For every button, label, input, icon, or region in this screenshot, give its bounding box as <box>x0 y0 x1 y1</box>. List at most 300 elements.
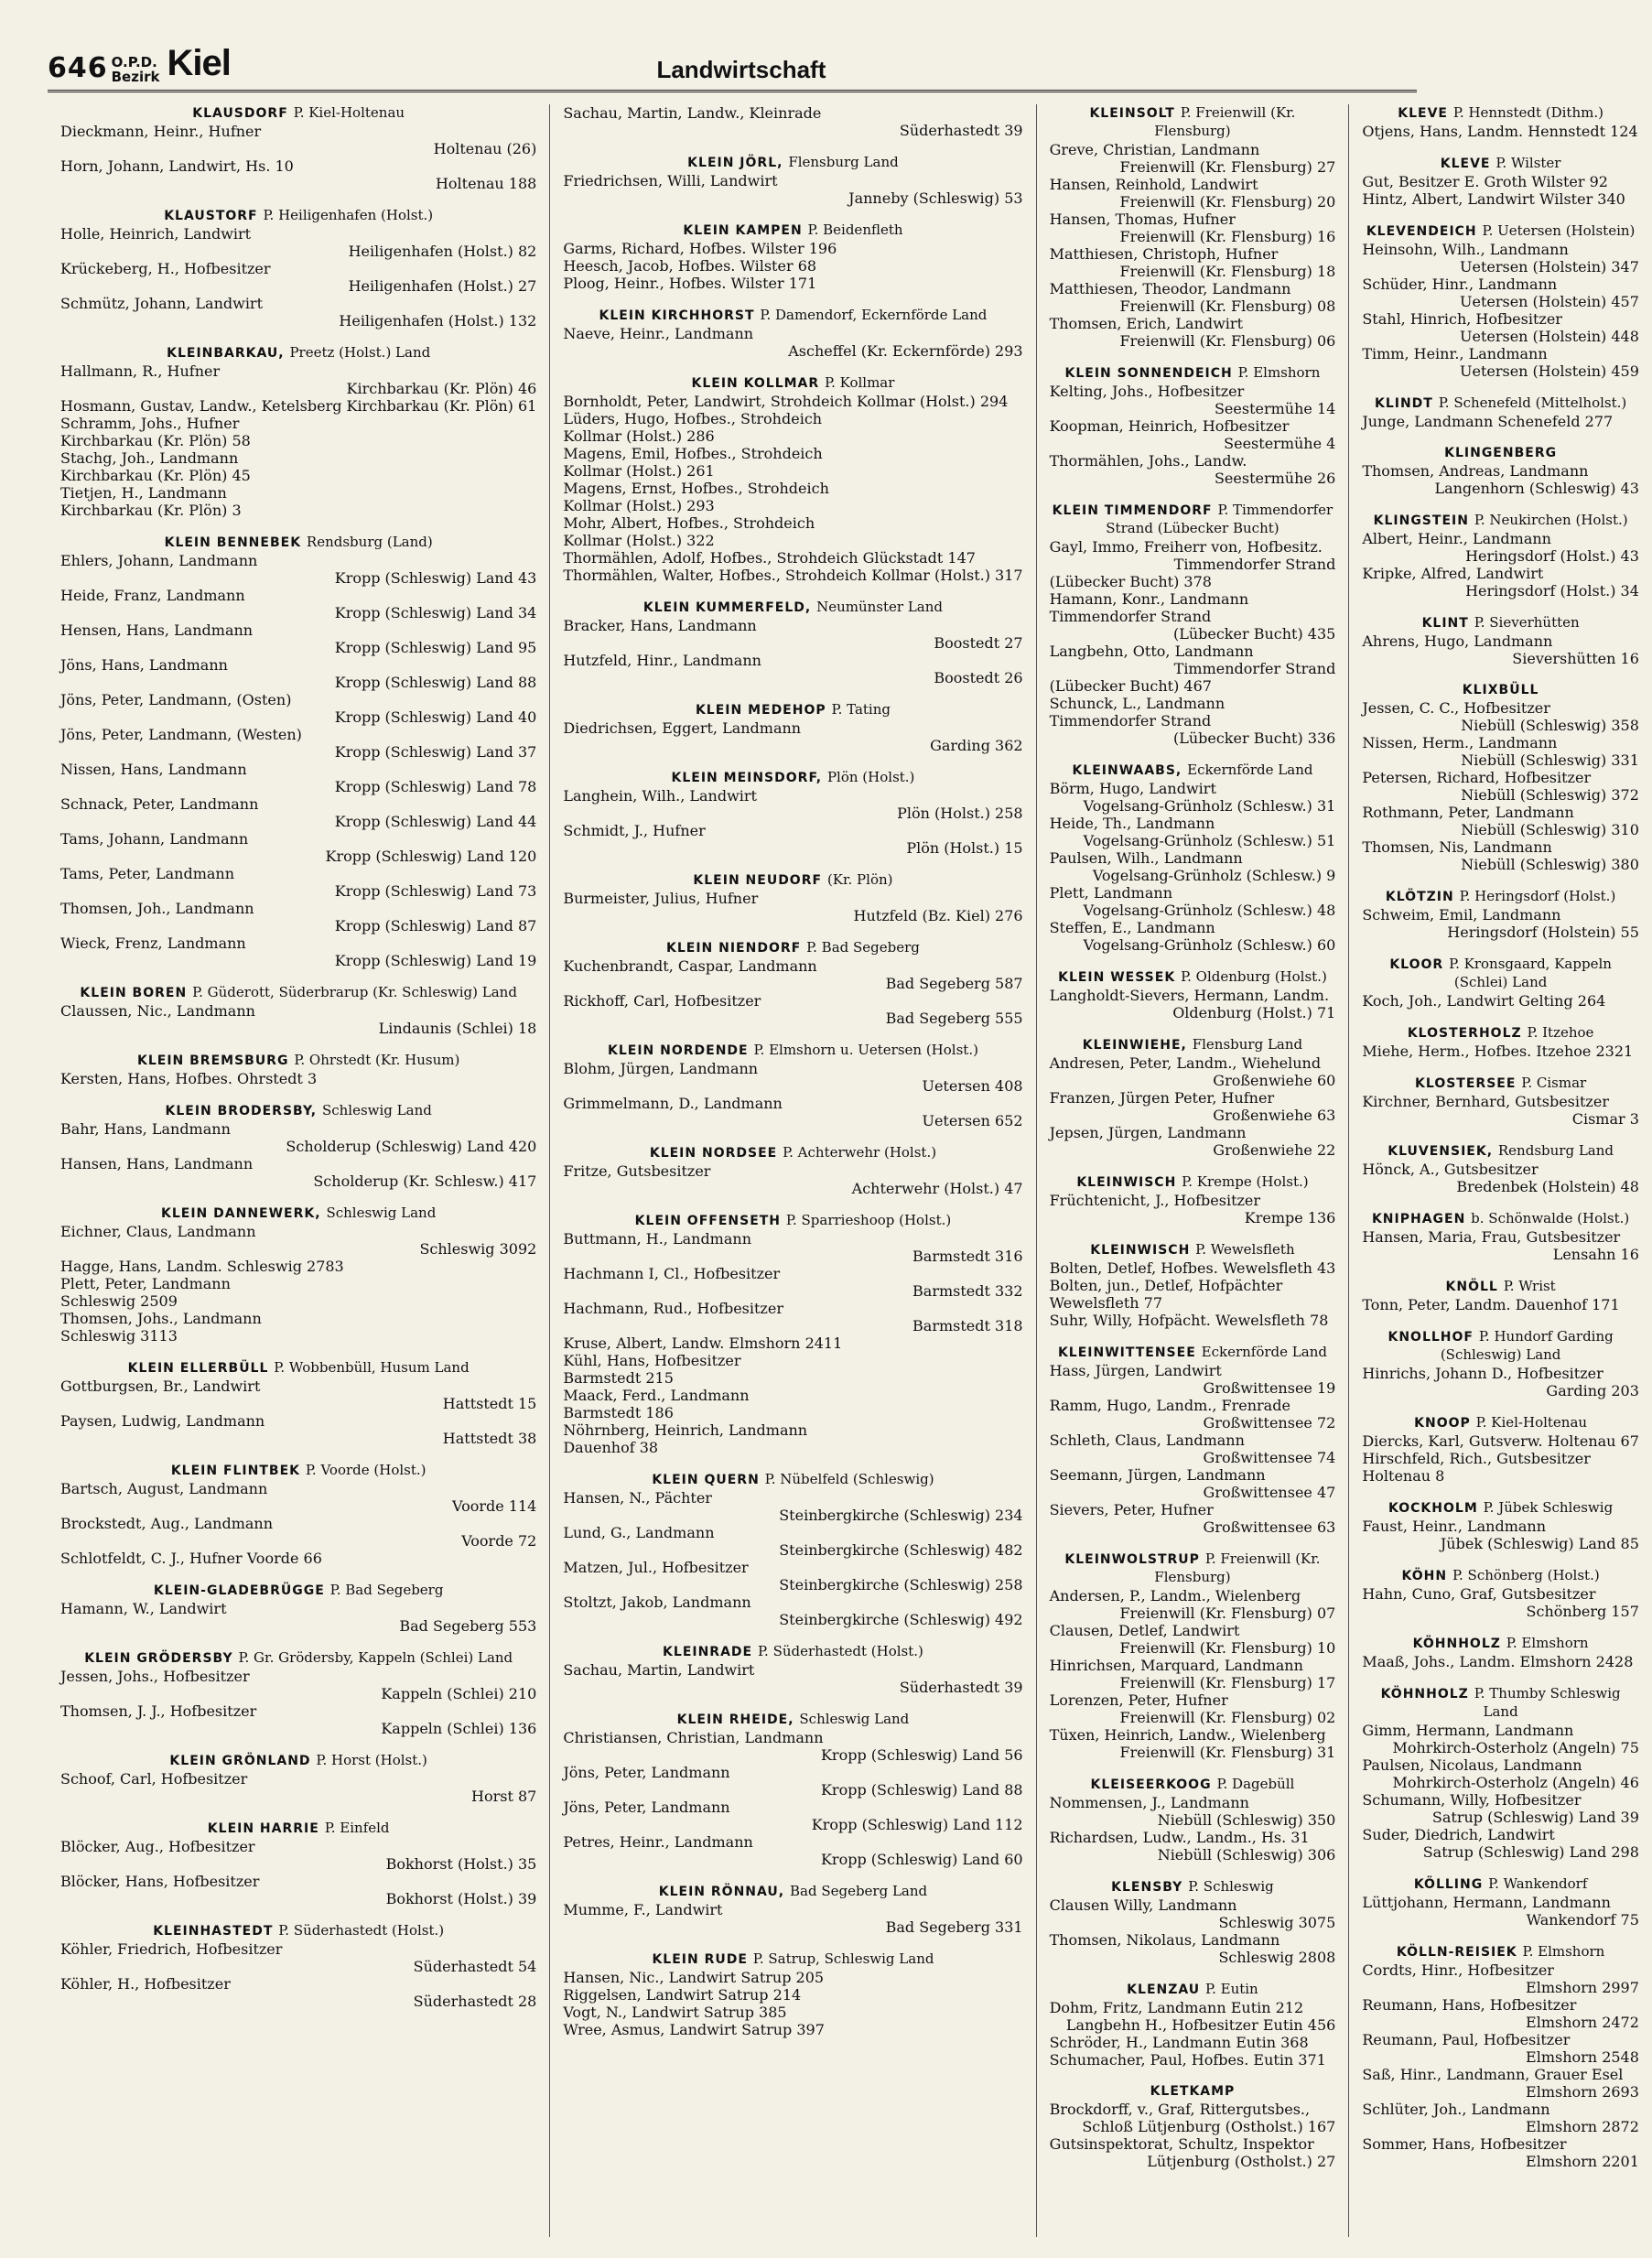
listing-line: Rothmann, Peter, Landmann <box>1362 804 1574 821</box>
telephone-line: (Lübecker Bucht) 336 <box>1172 729 1336 747</box>
directory-entry <box>60 1102 536 1190</box>
telephone-line: Freienwill (Kr. Flensburg) 10 <box>1119 1639 1336 1657</box>
place-heading <box>1050 1550 1336 1587</box>
directory-entry <box>1362 1943 1639 2170</box>
place-heading <box>60 1205 536 1223</box>
listing-line: Langbehn, Otto, Landmann <box>1049 643 1254 660</box>
listing-line: Heide, Th., Landmann <box>1049 815 1215 832</box>
listing-line: Börm, Hugo, Landwirt <box>1049 780 1216 797</box>
place-heading <box>1362 888 1639 906</box>
place-heading <box>60 1922 536 1940</box>
directory-entry <box>1362 1075 1639 1128</box>
directory-entry <box>563 599 1022 686</box>
telephone-line: Elmshorn 2872 <box>1526 2118 1639 2135</box>
place-heading <box>60 207 536 225</box>
telephone-line: Sievershütten 16 <box>1512 650 1639 667</box>
listing-line: Hahn, Cuno, Graf, Gutsbesitzer <box>1362 1585 1596 1603</box>
directory-entry <box>1362 104 1639 140</box>
listing-line: Sachau, Martin, Landw., Kleinrade <box>563 104 822 122</box>
directory-entry <box>60 1922 536 2010</box>
telephone-line: Barmstedt 332 <box>912 1282 1023 1300</box>
listing-line: Schlotfeldt, C. J., Hufner Voorde 66 <box>60 1550 322 1567</box>
listing-line: Thormählen, Adolf, Hofbes., Strohdeich Glückstadt 147 <box>563 549 976 567</box>
place-heading <box>1050 1241 1336 1259</box>
listing-line: Hirschfeld, Rich., Gutsbesitzer <box>1362 1450 1591 1467</box>
directory-entry <box>1362 512 1639 600</box>
post-office: P. Wrist <box>1503 1278 1556 1294</box>
listing-line: Grimmelmann, D., Landmann <box>563 1095 783 1112</box>
directory-entry <box>563 1144 1022 1197</box>
place-name: KLINT <box>1421 616 1469 631</box>
post-office: Neumünster Land <box>816 599 944 615</box>
listing-line: Diedrichsen, Eggert, Landmann <box>563 719 802 737</box>
place-heading <box>563 701 1022 719</box>
post-office: P. Uetersen (Holstein) <box>1482 222 1636 239</box>
place-heading <box>60 1582 536 1600</box>
place-heading <box>1362 104 1639 123</box>
place-heading <box>1362 1499 1639 1518</box>
telephone-line: Heiligenhafen (Holst.) 82 <box>348 243 537 260</box>
place-name: KLEINWISCH <box>1090 1243 1191 1258</box>
post-office: Schleswig Land <box>321 1102 432 1118</box>
telephone-line: Kropp (Schleswig) Land 88 <box>820 1781 1023 1799</box>
telephone-line: Steinbergkirche (Schleswig) 258 <box>779 1576 1023 1594</box>
directory-entry <box>1050 364 1336 487</box>
listing-line: Hansen, Maria, Frau, Gutsbesitzer <box>1362 1228 1621 1246</box>
listing-line: Blohm, Jürgen, Landmann <box>563 1060 759 1077</box>
listing-line: Dohm, Fritz, Landmann Eutin 212 <box>1049 1999 1304 2016</box>
place-heading <box>1050 2083 1336 2101</box>
listing-line: Hachmann, Rud., Hofbesitzer <box>563 1300 783 1317</box>
place-name: KLEIN RHEIDE, <box>676 1712 794 1727</box>
directory-entry <box>563 104 1022 139</box>
place-name: KÖHNHOLZ <box>1412 1637 1501 1651</box>
place-heading <box>563 1950 1022 1969</box>
telephone-line: Niebüll (Schleswig) 358 <box>1461 717 1639 734</box>
place-heading <box>1362 956 1639 992</box>
place-name: KLEIN BREMSBURG <box>136 1053 289 1068</box>
listing-line: Stachg, Joh., Landmann <box>60 449 239 467</box>
place-name: KLEINWISCH <box>1076 1175 1177 1190</box>
telephone-line: Uetersen (Holstein) 448 <box>1459 328 1639 345</box>
listing-line: Tüxen, Heinrich, Landw., Wielenberg <box>1049 1726 1326 1744</box>
listing-line: Matthiesen, Theodor, Landmann <box>1049 280 1291 297</box>
telephone-line: Hutzfeld (Bz. Kiel) 276 <box>853 907 1023 924</box>
telephone-line: Heiligenhafen (Holst.) 27 <box>348 277 537 295</box>
place-heading <box>1362 155 1639 173</box>
place-name: KLOSTERHOLZ <box>1407 1026 1522 1041</box>
listing-line: Claussen, Nic., Landmann <box>60 1002 255 1020</box>
listing-line: Hansen, N., Pächter <box>563 1489 712 1507</box>
telephone-line: Kropp (Schleswig) Land 37 <box>334 743 537 761</box>
place-name: KÖHNHOLZ <box>1380 1687 1469 1702</box>
listing-line: Seemann, Jürgen, Landmann <box>1049 1466 1266 1484</box>
directory-entry <box>563 1950 1022 2038</box>
listing-line: Hansen, Thomas, Hufner <box>1049 211 1236 228</box>
column-1 <box>48 104 550 2237</box>
place-name: KLEIN NORDSEE <box>649 1146 778 1161</box>
post-office: P. Sparrieshoop (Holst.) <box>785 1212 952 1228</box>
listing-line: Stoltzt, Jakob, Landmann <box>563 1594 751 1611</box>
place-heading <box>1050 1344 1336 1362</box>
place-name: KNIPHAGEN <box>1371 1212 1466 1226</box>
listing-line: Timm, Heinr., Landmann <box>1362 345 1548 362</box>
listing-line: Langholdt-Sievers, Hermann, Landm. <box>1049 987 1330 1004</box>
listing-line: Bornholdt, Peter, Landwirt, Strohdeich Kollmar (Holst.) 294 <box>563 393 1009 410</box>
directory-entry <box>60 1820 536 1907</box>
listing-line: Krückeberg, H., Hofbesitzer <box>60 260 271 277</box>
telephone-line: Kropp (Schleswig) Land 73 <box>334 882 537 900</box>
post-office: P. Nübelfeld (Schleswig) <box>764 1471 934 1487</box>
place-heading <box>563 307 1022 325</box>
place-name: KLAUSTORF <box>164 209 258 223</box>
place-heading <box>563 1042 1022 1060</box>
listing-line: Timmendorfer Strand <box>1049 608 1212 625</box>
post-office: Flensburg Land <box>1192 1036 1303 1053</box>
telephone-line: Heiligenhafen (Holst.) 132 <box>339 312 537 330</box>
telephone-line: Kropp (Schleswig) Land 40 <box>334 708 537 726</box>
telephone-line: Schloß Lütjenburg (Ostholst.) 167 <box>1082 2118 1336 2135</box>
telephone-line: Heringsdorf (Holst.) 34 <box>1465 582 1639 600</box>
place-heading <box>563 939 1022 957</box>
post-office: Preetz (Holst.) Land <box>289 344 431 361</box>
post-office: P. Elmshorn <box>1506 1635 1589 1651</box>
listing-line: Richardsen, Ludw., Landm., Hs. 31 <box>1049 1829 1310 1846</box>
listing-line: Blöcker, Aug., Hofbesitzer <box>60 1838 255 1855</box>
post-office: P. Bad Segeberg <box>806 939 920 956</box>
telephone-line: Ascheffel (Kr. Eckernförde) 293 <box>788 342 1023 360</box>
directory-entry <box>60 1752 536 1805</box>
place-name: KLEINHASTEDT <box>153 1924 274 1939</box>
listing-line: Kelting, Johs., Hofbesitzer <box>1049 383 1245 400</box>
listing-line: Albert, Heinr., Landmann <box>1362 530 1551 547</box>
listing-line: Clausen, Detlef, Landwirt <box>1049 1622 1240 1639</box>
telephone-line: Horst 87 <box>471 1788 537 1805</box>
telephone-line: Seestermühe 26 <box>1214 470 1336 487</box>
listing-line: Hamann, Konr., Landmann <box>1049 590 1249 608</box>
listing-line: Lüttjohann, Hermann, Landmann <box>1362 1894 1611 1911</box>
place-name: KLEVE <box>1440 157 1491 171</box>
telephone-line: Kappeln (Schlei) 210 <box>381 1685 537 1702</box>
telephone-line: Kropp (Schleswig) Land 19 <box>334 952 537 969</box>
place-heading <box>1050 1776 1336 1794</box>
directory-entry <box>1362 1142 1639 1195</box>
listing-line: Thormählen, Johs., Landw. <box>1049 452 1247 470</box>
post-office: P. Timmendorfer Strand (Lübecker Bucht) <box>1106 502 1333 536</box>
telephone-line: Wankendorf 75 <box>1526 1911 1639 1928</box>
post-office: P. Ohrstedt (Kr. Husum) <box>294 1052 460 1068</box>
place-heading <box>60 1752 536 1770</box>
place-name: KLEINWOLSTRUP <box>1064 1552 1200 1567</box>
telephone-line: Niebüll (Schleswig) 310 <box>1461 821 1639 838</box>
listing-line: Hinrichs, Johann D., Hofbesitzer <box>1362 1365 1603 1382</box>
place-name: KLEIN KAMPEN <box>683 223 803 238</box>
telephone-line: Kropp (Schleswig) Land 95 <box>334 639 537 656</box>
place-heading <box>1362 1875 1639 1894</box>
listing-line: Burmeister, Julius, Hufner <box>563 890 759 907</box>
post-office: P. Satrup, Schleswig Land <box>752 1950 934 1967</box>
place-heading <box>563 1471 1022 1489</box>
listing-line: Wree, Asmus, Landwirt Satrup 397 <box>563 2021 825 2038</box>
telephone-line: Bredenbek (Holstein) 48 <box>1456 1178 1639 1195</box>
telephone-line: Vogelsang-Grünholz (Schlesw.) 31 <box>1083 797 1336 815</box>
place-name: KLEIN JÖRL, <box>687 156 783 170</box>
listing-line: Naeve, Heinr., Landmann <box>563 325 754 342</box>
place-name: KLEIN MEINSDORF, <box>671 771 823 785</box>
post-office: P. Voorde (Holst.) <box>305 1462 426 1478</box>
telephone-line: Lütjenburg (Ostholst.) 27 <box>1147 2153 1336 2170</box>
directory-entry <box>1362 1567 1639 1620</box>
post-office: P. Kiel-Holtenau <box>1475 1414 1588 1431</box>
telephone-line: Timmendorfer Strand <box>1173 660 1336 677</box>
directory-entry <box>1362 1499 1639 1552</box>
telephone-line: Großwittensee 47 <box>1203 1484 1336 1501</box>
place-name: KLINDT <box>1374 396 1433 411</box>
listing-line: Hansen, Reinhold, Landwirt <box>1049 176 1258 193</box>
telephone-line: Lindaunis (Schlei) 18 <box>378 1020 537 1037</box>
listing-line: Kuchenbrandt, Caspar, Landmann <box>563 957 817 975</box>
directory-entry <box>1362 1210 1639 1263</box>
telephone-line: Freienwill (Kr. Flensburg) 20 <box>1119 193 1336 211</box>
listing-line: Schumann, Willy, Hofbesitzer <box>1362 1791 1582 1809</box>
telephone-line: Kropp (Schleswig) Land 78 <box>334 778 537 795</box>
place-heading <box>1362 394 1639 413</box>
directory-entry <box>1362 1328 1639 1399</box>
post-office: P. Thumby Schleswig Land <box>1474 1685 1621 1720</box>
telephone-line: Niebüll (Schleswig) 380 <box>1461 856 1639 873</box>
district-label-top: O.P.D. <box>111 54 157 70</box>
listing-line: Wewelsfleth 77 <box>1049 1294 1162 1312</box>
telephone-line: Boostedt 27 <box>934 634 1023 652</box>
listing-line: Timmendorfer Strand <box>1049 712 1212 729</box>
listing-line: Suder, Diedrich, Landwirt <box>1362 1826 1555 1843</box>
place-heading <box>563 871 1022 890</box>
place-name: KLEIN RUDE <box>652 1952 748 1967</box>
post-office: P. Cismar <box>1521 1075 1587 1091</box>
listing-line: Bahr, Hans, Landmann <box>60 1120 231 1138</box>
place-name: KLEIN GRÖDERSBY <box>84 1651 233 1666</box>
directory-entry <box>1362 394 1639 430</box>
listing-line: Bolten, jun., Detlef, Hofpächter <box>1049 1277 1283 1294</box>
listing-line: Koopman, Heinrich, Hofbesitzer <box>1049 417 1290 435</box>
place-heading <box>1362 682 1639 699</box>
listing-line: Junge, Landmann Schenefeld 277 <box>1362 413 1614 430</box>
directory-entry <box>1362 614 1639 667</box>
telephone-line: Langbehn H., Hofbesitzer Eutin 456 <box>1065 2016 1336 2034</box>
telephone-line: Voorde 114 <box>452 1497 537 1515</box>
place-heading <box>1362 614 1639 632</box>
listing-line: Tietjen, H., Landmann <box>60 484 227 502</box>
directory-entry <box>1050 968 1336 1021</box>
listing-line: Thomsen, Joh., Landmann <box>60 900 254 917</box>
listing-line: Ahrens, Hugo, Landmann <box>1362 632 1553 650</box>
place-name: KLEIN RÖNNAU, <box>658 1885 785 1899</box>
listing-line: Schunck, L., Landmann <box>1049 695 1226 712</box>
directory-entry <box>1050 1776 1336 1864</box>
listing-line: Plett, Peter, Landmann <box>60 1275 231 1292</box>
telephone-line: Mohrkirch-Osterholz (Angeln) 46 <box>1392 1774 1639 1791</box>
listing-line: Gut, Besitzer E. Groth Wilster 92 <box>1362 173 1608 190</box>
telephone-line: Achterwehr (Holst.) 47 <box>851 1180 1023 1197</box>
telephone-line: Scholderup (Kr. Schlesw.) 417 <box>313 1172 537 1190</box>
place-heading <box>60 344 536 362</box>
telephone-line: Elmshorn 2472 <box>1526 2014 1639 2031</box>
place-name: KLEIN FLINTBEK <box>170 1464 300 1478</box>
listing-line: Jöns, Hans, Landmann <box>60 656 228 674</box>
post-office: P. Bad Segeberg <box>329 1582 444 1598</box>
telephone-line: Süderhastedt 54 <box>413 1958 537 1975</box>
directory-entry <box>60 1462 536 1567</box>
post-office: P. Damendorf, Eckernförde Land <box>760 307 988 323</box>
section-title: Landwirtschaft <box>656 56 826 83</box>
telephone-line: Großwittensee 19 <box>1203 1379 1336 1397</box>
listing-line: Sachau, Martin, Landwirt <box>563 1661 755 1679</box>
post-office: P. Kronsgaard, Kappeln (Schlei) Land <box>1449 956 1612 990</box>
listing-line: Andersen, P., Landm., Wielenberg <box>1049 1587 1301 1604</box>
directory-entry <box>60 207 536 330</box>
listing-line: Steffen, E., Landmann <box>1049 919 1215 936</box>
directory-entry <box>60 1649 536 1737</box>
listing-line: Suhr, Willy, Hofpächt. Wewelsfleth 78 <box>1049 1312 1329 1329</box>
place-name: KNOLLHOF <box>1387 1330 1474 1345</box>
directory-entry <box>563 939 1022 1027</box>
place-name: KÖLLING <box>1413 1877 1484 1892</box>
telephone-line: Kropp (Schleswig) Land 34 <box>334 604 537 621</box>
listing-line: Mumme, F., Landwirt <box>563 1901 723 1918</box>
telephone-line: Freienwill (Kr. Flensburg) 18 <box>1119 263 1336 280</box>
listing-line: Jessen, Johs., Hofbesitzer <box>60 1668 250 1685</box>
listing-line: Kersten, Hans, Hofbes. Ohrstedt 3 <box>60 1070 318 1087</box>
place-heading <box>1362 1210 1639 1228</box>
listing-line: Jessen, C. C., Hofbesitzer <box>1362 699 1550 717</box>
telephone-line: Süderhastedt 39 <box>899 1679 1023 1696</box>
listing-line: Gutsinspektorat, Schultz, Inspektor <box>1049 2135 1314 2153</box>
telephone-line: Süderhastedt 28 <box>413 1993 537 2010</box>
listing-line: Tonn, Peter, Landm. Dauenhof 171 <box>1362 1296 1620 1313</box>
post-office: P. Heringsdorf (Holst.) <box>1459 888 1616 904</box>
listing-line: Ramm, Hugo, Landm., Frenrade <box>1049 1397 1290 1414</box>
post-office: P. Gr. Grödersby, Kappeln (Schlei) Land <box>238 1649 513 1666</box>
telephone-line: Niebüll (Schleswig) 350 <box>1157 1811 1336 1829</box>
post-office: P. Tating <box>831 701 891 718</box>
place-heading <box>60 1820 536 1838</box>
place-heading <box>60 1462 536 1480</box>
place-name: KLEISEERKOOG <box>1090 1777 1212 1792</box>
telephone-line: Freienwill (Kr. Flensburg) 27 <box>1119 158 1336 176</box>
post-office: P. Elmshorn <box>1522 1943 1605 1960</box>
telephone-line: Schleswig 2808 <box>1218 1949 1336 1966</box>
telephone-line: Freienwill (Kr. Flensburg) 02 <box>1119 1709 1336 1726</box>
place-heading <box>1050 1173 1336 1192</box>
directory-entry <box>1050 1173 1336 1226</box>
place-name: KLINGENBERG <box>1444 446 1558 460</box>
district-label-bottom: Bezirk <box>111 69 160 85</box>
place-name: KLEINSOLT <box>1089 106 1175 121</box>
place-name: KLEIN KIRCHHORST <box>599 308 755 323</box>
listing-line: Früchtenicht, J., Hofbesitzer <box>1049 1192 1261 1209</box>
listing-line: Thormählen, Walter, Hofbes., Strohdeich Kollmar (Holst.) 317 <box>563 567 1023 584</box>
listing-line: Heide, Franz, Landmann <box>60 587 245 604</box>
telephone-line: Uetersen 652 <box>922 1112 1023 1129</box>
place-heading <box>563 1144 1022 1162</box>
listing-line: Gayl, Immo, Freiherr von, Hofbesitz. <box>1049 538 1323 556</box>
listing-line: Otjens, Hans, Landm. Hennstedt 124 <box>1362 123 1638 140</box>
telephone-line: Bad Segeberg 555 <box>885 1010 1023 1027</box>
listing-line: Schlüter, Joh., Landmann <box>1362 2101 1550 2118</box>
listing-line: Schleswig 3113 <box>60 1327 178 1345</box>
place-name: KLINGSTEIN <box>1373 513 1469 528</box>
listing-line: Reumann, Hans, Hofbesitzer <box>1362 1996 1577 2014</box>
post-office: P. Wankendorf <box>1488 1875 1588 1892</box>
post-office: Schleswig Land <box>326 1205 437 1221</box>
directory-entry <box>1362 222 1639 380</box>
directory-entry <box>1362 1685 1639 1861</box>
listing-line: Bolten, Detlef, Hofbes. Wewelsfleth 43 <box>1049 1259 1336 1277</box>
telephone-line: Niebüll (Schleswig) 331 <box>1461 751 1639 769</box>
directory-entry <box>563 1711 1022 1868</box>
directory-entry <box>563 374 1022 584</box>
place-name: KLEIN HARRIE <box>207 1821 319 1836</box>
telephone-line: Vogelsang-Grünholz (Schlesw.) 48 <box>1083 902 1336 919</box>
directory-entry <box>1050 1036 1336 1159</box>
directory-entry <box>60 344 536 519</box>
place-heading <box>1362 1142 1639 1161</box>
telephone-line: Kropp (Schleswig) Land 112 <box>811 1816 1023 1833</box>
listing-line: Stahl, Hinrich, Hofbesitzer <box>1362 310 1562 328</box>
post-office: P. Einfeld <box>324 1820 390 1836</box>
telephone-line: Freienwill (Kr. Flensburg) 16 <box>1119 228 1336 245</box>
listing-line: Petersen, Richard, Hofbesitzer <box>1362 769 1592 786</box>
listing-line: Köhler, H., Hofbesitzer <box>60 1975 231 1993</box>
directory-entry <box>1362 682 1639 873</box>
listing-line: Sievers, Peter, Hufner <box>1049 1501 1214 1518</box>
directory-entry <box>1050 2083 1336 2170</box>
telephone-line: Großenwiehe 63 <box>1213 1107 1336 1124</box>
telephone-line: Uetersen (Holstein) 347 <box>1459 258 1639 275</box>
post-office: P. Dagebüll <box>1216 1776 1295 1792</box>
listing-line: Kollmar (Holst.) 322 <box>563 532 715 549</box>
post-office: P. Beidenfleth <box>807 221 903 238</box>
listing-line: Heinsohn, Wilh., Landmann <box>1362 241 1569 258</box>
listing-line: Schnack, Peter, Landmann <box>60 795 259 813</box>
listing-line: Ehlers, Johann, Landmann <box>60 552 258 569</box>
telephone-line: Freienwill (Kr. Flensburg) 06 <box>1119 332 1336 350</box>
listing-line: Paysen, Ludwig, Landmann <box>60 1412 265 1430</box>
telephone-line: Kropp (Schleswig) Land 88 <box>334 674 537 691</box>
post-office: P. Schönberg (Holst.) <box>1452 1567 1600 1583</box>
listing-line: Fritze, Gutsbesitzer <box>563 1162 711 1180</box>
listing-line: Hutzfeld, Hinr., Landmann <box>563 652 761 669</box>
place-name: KLEIN TIMMENDORF <box>1052 503 1213 518</box>
directory-entry <box>60 104 536 192</box>
listing-line: Thomsen, Johs., Landmann <box>60 1310 262 1327</box>
place-name: KNOOP <box>1414 1416 1471 1431</box>
directory-entry <box>563 769 1022 857</box>
listing-line: Reumann, Paul, Hofbesitzer <box>1362 2031 1571 2048</box>
listing-line: Bartsch, August, Landmann <box>60 1480 268 1497</box>
listing-line: Tams, Johann, Landmann <box>60 830 249 848</box>
telephone-line: Plön (Holst.) 258 <box>897 805 1023 822</box>
place-heading <box>60 104 536 123</box>
directory-entry <box>1362 1635 1639 1670</box>
place-heading <box>563 1883 1022 1901</box>
directory-entry <box>563 1883 1022 1936</box>
listing-line: (Lübecker Bucht) 467 <box>1049 677 1212 695</box>
listing-line: Jöns, Peter, Landmann, (Westen) <box>60 726 302 743</box>
place-name: KLAUSDORF <box>192 106 288 121</box>
place-heading <box>60 1052 536 1070</box>
place-name: KLENSBY <box>1111 1880 1183 1895</box>
